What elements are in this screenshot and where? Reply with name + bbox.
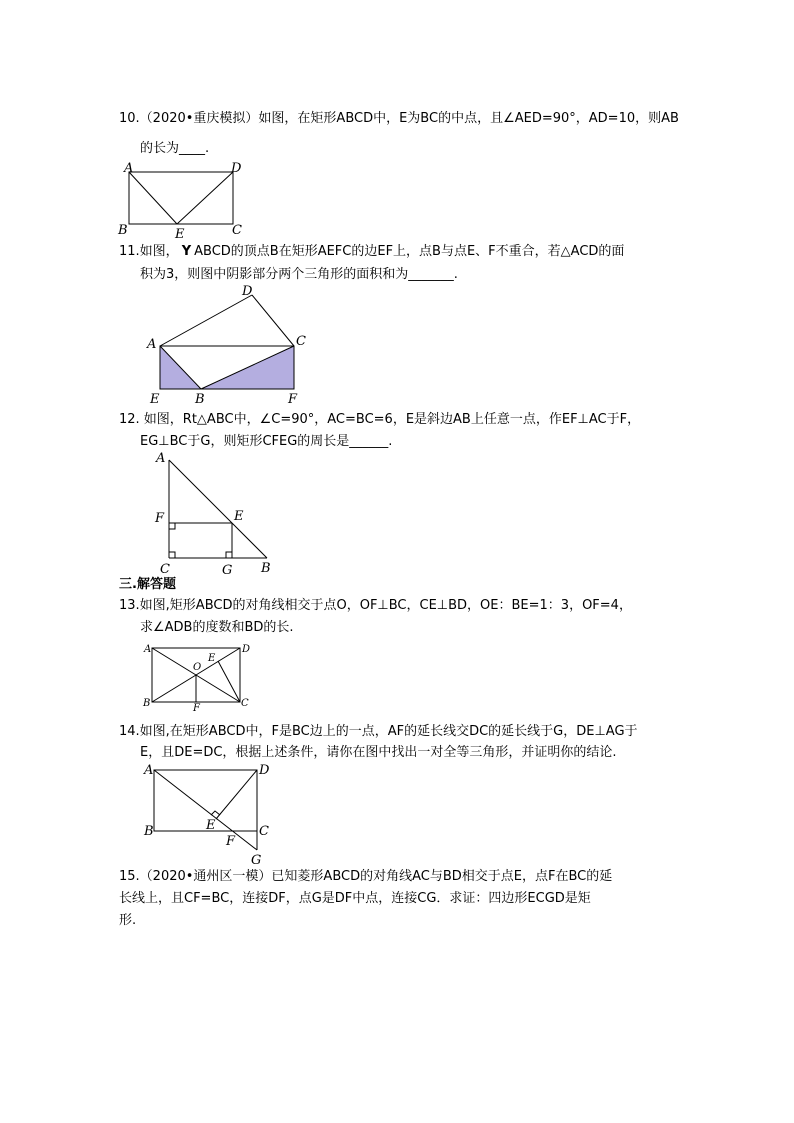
q14-label-f: F [226,834,236,849]
q11-label-a: A [147,337,157,352]
q11-segment-ad [160,295,252,346]
q13-label-e: E [208,653,216,664]
q10-label-d: D [231,161,242,176]
q12-label-c: C [160,562,170,577]
q12-text-line1: 12. 如图，Rt△ABC中，∠C=90°，AC=BC=6，E是斜边AB上任意一点，作EF⊥AC于F， [119,412,641,427]
section-heading: 三.解答题 [119,577,176,592]
q12-right-angle-f [169,523,175,529]
q10-segment-de [177,172,233,224]
q12-text-line2: EG⊥BC于G，则矩形CFEG的周长是______. [140,434,393,449]
q10-text-line1: 10.（2020•重庆模拟）如图，在矩形ABCD中，E为BC的中点，且∠AED=90°，AD=10，则AB [119,111,679,126]
q15-text-line2: 长线上，且CF=BC，连接DF，点G是DF中点，连接CG．求证：四边形ECGD是矩 [119,891,591,906]
q12-label-g: G [222,563,233,578]
q12-label-f: F [155,511,165,526]
q10-segment-ae [129,172,177,224]
q12-right-angle-c [169,552,175,558]
q13-label-f: F [193,703,200,714]
q11-segment-dc [252,295,294,346]
q12-label-e: E [234,509,244,524]
q13-text-line1: 13.如图,矩形ABCD的对角线相交于点O，OF⊥BC，CE⊥BD，OE：BE=1：3，OF=4， [119,598,632,613]
q13-label-b: B [143,698,151,709]
q13-label-o: O [193,662,202,673]
q10-label-c: C [232,223,242,238]
q10-text-line2: 的长为____. [140,141,210,156]
q13-figure [140,640,255,715]
q12-label-b: B [261,561,271,576]
q14-label-e: E [206,818,216,833]
q11-label-c: C [296,334,306,349]
q11-text-line1 [119,244,624,260]
q10-label-a: A [124,161,134,176]
q14-text-line2: E，且DE=DC，根据上述条件，请你在图中找出一对全等三角形，并证明你的结论. [140,745,617,760]
q13-text-line2: 求∠ADB的度数和BD的长. [140,620,294,635]
q11-text-prefix: 11.如图， [119,244,179,259]
q11-label-e: E [150,392,160,407]
q14-label-b: B [144,824,154,839]
q15-text-line1: 15.（2020•通州区一模）已知菱形ABCD的对角线AC与BD相交于点E，点F在BC的延 [119,869,613,884]
q14-right-angle-e [211,811,220,815]
q15-text-line3: 形. [119,913,137,928]
q13-label-d: D [242,644,251,655]
q11-figure [140,283,315,405]
q14-label-d: D [259,763,270,778]
q14-text-line1: 14.如图,在矩形ABCD中，F是BC边上的一点，AF的延长线交DC的延长线于G，DE⊥AG于 [119,724,638,739]
q10-rectangle [129,172,233,224]
q14-segment-de [216,770,257,819]
q14-segment-ag [154,770,257,850]
q13-segment-ce [218,661,240,702]
q10-label-e: E [175,227,185,242]
q13-label-a: A [144,644,152,655]
q14-label-g: G [251,853,262,868]
q11-label-f: F [288,392,298,407]
q10-label-b: B [118,223,128,238]
q13-label-c: C [241,698,249,709]
q14-label-a: A [144,763,154,778]
q12-label-a: A [156,451,166,466]
q14-label-c: C [259,824,269,839]
q10-figure [115,158,255,240]
q14-figure [140,760,280,868]
parallelogram-symbol-icon: Y [181,244,192,259]
q12-segment-ab [169,460,267,558]
q11-text-rest: ABCD的顶点B在矩形AEFC的边EF上，点B与点E、F不重合，若△ACD的面 [194,244,625,259]
q12-right-angle-g [226,552,232,558]
q11-label-d: D [242,284,253,299]
q11-label-b: B [195,392,205,407]
q12-figure [150,450,280,578]
q11-text-line2: 积为3，则图中阴影部分两个三角形的面积和为_______. [140,267,458,282]
